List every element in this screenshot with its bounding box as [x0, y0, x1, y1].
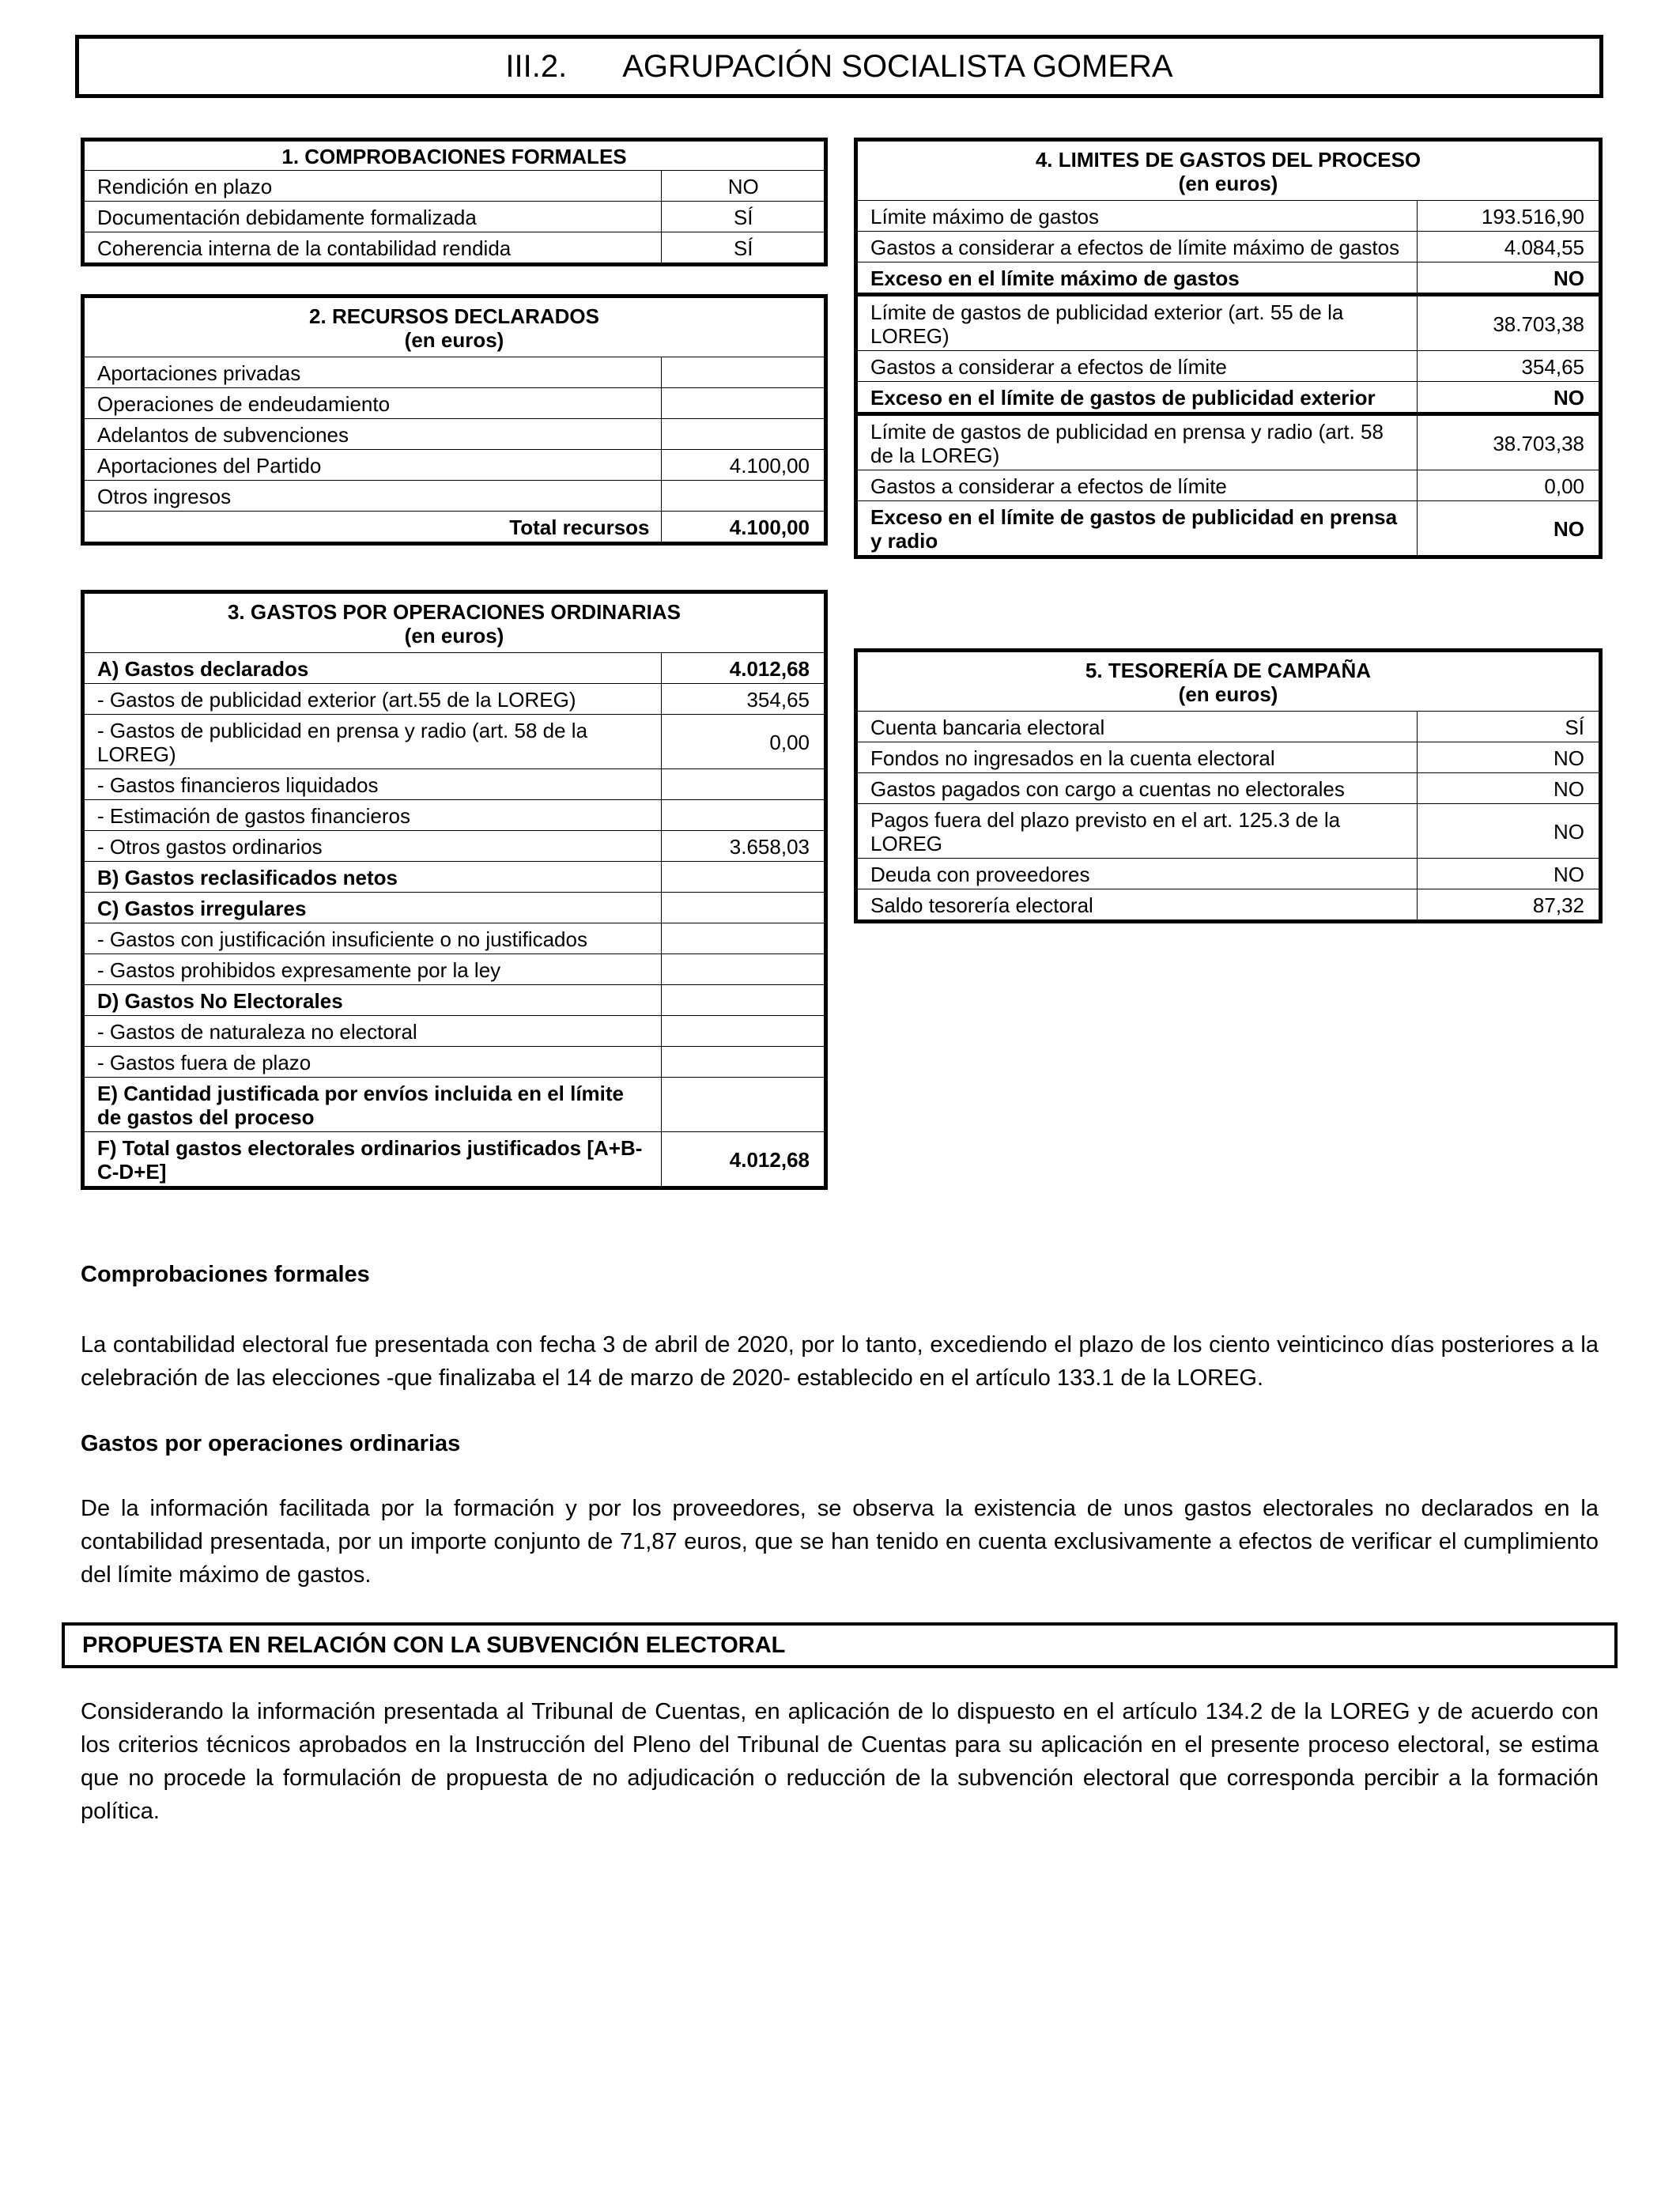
- row-value: NO: [1417, 382, 1599, 414]
- table-row: [85, 419, 824, 450]
- row-label: - Gastos con justificación insuficiente o no justificados: [85, 923, 661, 954]
- paragraph-gastos-ordinarios: De la información facilitada por la formación y por los proveedores, se observa la existencia de unos gastos electorales no declarados en la contabilidad presentada, por un importe conjunto de 71,87 euros, que se han tenido en cuenta exclusivamente a efectos de verificar el cumplimiento del límite máximo de gastos.: [81, 1496, 1599, 1588]
- table-header: [85, 594, 824, 653]
- table-title: 5. TESORERÍA DE CAMPAÑA: [1085, 659, 1372, 682]
- row-value: 38.703,38: [1417, 414, 1599, 470]
- table-row: [858, 201, 1599, 232]
- total-label: Total recursos: [85, 512, 661, 542]
- table-row: [85, 831, 824, 862]
- table-row: [85, 171, 824, 202]
- table-header: [858, 652, 1599, 712]
- row-value: 354,65: [661, 684, 824, 715]
- table-row: [85, 923, 824, 954]
- page-title: [75, 35, 1603, 98]
- row-label: - Gastos fuera de plazo: [85, 1047, 661, 1078]
- row-label: - Gastos prohibidos expresamente por la ley: [85, 954, 661, 985]
- heading-comprobaciones-formales: Comprobaciones formales: [81, 1262, 370, 1287]
- row-value: [661, 1016, 824, 1047]
- total-value: 4.100,00: [661, 512, 824, 542]
- table-row: [85, 653, 824, 684]
- row-value: [661, 893, 824, 923]
- row-value: [661, 357, 824, 388]
- table-title: 4. LIMITES DE GASTOS DEL PROCESO: [1035, 148, 1421, 172]
- table-comprobaciones-formales: [81, 138, 828, 266]
- row-value: 4.012,68: [661, 1132, 824, 1187]
- table-total-row: [85, 512, 824, 542]
- table-row: [858, 382, 1599, 414]
- row-label: Pagos fuera del plazo previsto en el art. 125.3 de la LOREG: [858, 804, 1417, 859]
- table-row: [858, 295, 1599, 351]
- table-gastos-ordinarios: [81, 590, 828, 1190]
- table-row: [85, 1047, 824, 1078]
- row-label: B) Gastos reclasificados netos: [85, 862, 661, 893]
- table-row: [858, 501, 1599, 556]
- row-label: Gastos a considerar a efectos de límite: [858, 470, 1417, 501]
- row-value: SÍ: [661, 202, 824, 232]
- table-row: [85, 232, 824, 263]
- row-label: Gastos a considerar a efectos de límite: [858, 351, 1417, 382]
- table-subtitle: (en euros): [404, 328, 504, 352]
- table-row: [85, 985, 824, 1016]
- proposal-heading: PROPUESTA EN RELACIÓN CON LA SUBVENCIÓN ELECTORAL: [82, 1632, 786, 1658]
- row-label: - Gastos financieros liquidados: [85, 769, 661, 800]
- row-value: 0,00: [661, 715, 824, 769]
- table-row: [85, 1078, 824, 1132]
- row-label: Otros ingresos: [85, 481, 661, 512]
- row-label: Aportaciones del Partido: [85, 450, 661, 481]
- table-row: [85, 954, 824, 985]
- table-row: [85, 715, 824, 769]
- row-value: NO: [1417, 859, 1599, 889]
- row-label: Cuenta bancaria electoral: [858, 712, 1417, 742]
- row-value: [661, 985, 824, 1016]
- row-value: [661, 481, 824, 512]
- row-value: NO: [1417, 501, 1599, 556]
- row-value: NO: [661, 171, 824, 202]
- row-value: NO: [1417, 804, 1599, 859]
- table-row: [858, 232, 1599, 262]
- table-title: 1. COMPROBACIONES FORMALES: [85, 142, 824, 171]
- table-row: [858, 773, 1599, 804]
- row-value: [661, 769, 824, 800]
- row-value: 354,65: [1417, 351, 1599, 382]
- section-title: AGRUPACIÓN SOCIALISTA GOMERA: [622, 48, 1173, 84]
- table-title: 3. GASTOS POR OPERACIONES ORDINARIAS: [227, 600, 681, 624]
- row-label: - Otros gastos ordinarios: [85, 831, 661, 862]
- row-value: [661, 862, 824, 893]
- table-row: [85, 684, 824, 715]
- proposal-heading-box: [62, 1622, 1618, 1668]
- row-value: [661, 923, 824, 954]
- row-label: Documentación debidamente formalizada: [85, 202, 661, 232]
- table-subtitle: (en euros): [1178, 682, 1278, 706]
- table-limites-gastos: [854, 138, 1603, 559]
- row-label: Fondos no ingresados en la cuenta electoral: [858, 742, 1417, 773]
- table-row: [858, 859, 1599, 889]
- table-row: [85, 450, 824, 481]
- table-header: [858, 142, 1599, 201]
- table-row: [85, 357, 824, 388]
- row-label: Límite de gastos de publicidad exterior (art. 55 de la LOREG): [858, 295, 1417, 351]
- heading-gastos-ordinarios: Gastos por operaciones ordinarias: [81, 1431, 461, 1456]
- row-value: [661, 800, 824, 831]
- table-row: [85, 202, 824, 232]
- table-row: [85, 1132, 824, 1187]
- row-value: NO: [1417, 262, 1599, 295]
- table-row: [85, 388, 824, 419]
- table-header: [85, 298, 824, 357]
- row-label: - Gastos de publicidad exterior (art.55 de la LOREG): [85, 684, 661, 715]
- table-row: [858, 351, 1599, 382]
- table-row: [858, 742, 1599, 773]
- row-label: Exceso en el límite máximo de gastos: [858, 262, 1417, 295]
- row-label: Deuda con proveedores: [858, 859, 1417, 889]
- table-title: 2. RECURSOS DECLARADOS: [309, 304, 599, 328]
- row-value: [661, 1047, 824, 1078]
- row-value: 4.100,00: [661, 450, 824, 481]
- row-label: Gastos a considerar a efectos de límite máximo de gastos: [858, 232, 1417, 262]
- row-label: Límite máximo de gastos: [858, 201, 1417, 232]
- table-row: [858, 470, 1599, 501]
- row-value: [661, 1078, 824, 1132]
- table-row: [858, 414, 1599, 470]
- row-label: Límite de gastos de publicidad en prensa y radio (art. 58 de la LOREG): [858, 414, 1417, 470]
- row-value: 87,32: [1417, 889, 1599, 920]
- row-label: Aportaciones privadas: [85, 357, 661, 388]
- row-value: 193.516,90: [1417, 201, 1599, 232]
- row-label: Gastos pagados con cargo a cuentas no electorales: [858, 773, 1417, 804]
- table-tesoreria-campana: [854, 648, 1603, 923]
- row-label: D) Gastos No Electorales: [85, 985, 661, 1016]
- row-value: [661, 419, 824, 450]
- table-row: [85, 800, 824, 831]
- row-label: - Estimación de gastos financieros: [85, 800, 661, 831]
- row-label: A) Gastos declarados: [85, 653, 661, 684]
- row-label: C) Gastos irregulares: [85, 893, 661, 923]
- row-value: [661, 388, 824, 419]
- table-subtitle: (en euros): [1178, 172, 1278, 195]
- row-value: NO: [1417, 742, 1599, 773]
- row-label: Exceso en el límite de gastos de publicidad en prensa y radio: [858, 501, 1417, 556]
- table-row: [85, 893, 824, 923]
- table-row: [85, 769, 824, 800]
- row-value: 4.012,68: [661, 653, 824, 684]
- table-row: [85, 862, 824, 893]
- row-label: Adelantos de subvenciones: [85, 419, 661, 450]
- row-label: Exceso en el límite de gastos de publicidad exterior: [858, 382, 1417, 414]
- row-value: SÍ: [661, 232, 824, 263]
- table-recursos-declarados: [81, 294, 828, 546]
- table-header: [85, 142, 824, 171]
- row-value: 38.703,38: [1417, 295, 1599, 351]
- row-value: NO: [1417, 773, 1599, 804]
- table-row: [85, 1016, 824, 1047]
- row-label: F) Total gastos electorales ordinarios justificados [A+B-C-D+E]: [85, 1132, 661, 1187]
- paragraph-propuesta: Considerando la información presentada al Tribunal de Cuentas, en aplicación de lo dispuesto en el artículo 134.2 de la LOREG y de acuerdo con los criterios técnicos aprobados en la Instrucción del Pleno del Tribunal de Cuentas para su aplicación en el presente proceso electoral, se estima que no procede la formulación de propuesta de no adjudicación o reducción de la subvención electoral que corresponda percibir a la formación política.: [81, 1699, 1599, 1824]
- row-label: Rendición en plazo: [85, 171, 661, 202]
- table-row: [858, 889, 1599, 920]
- row-value: 0,00: [1417, 470, 1599, 501]
- paragraph-comprobaciones-formales: La contabilidad electoral fue presentada con fecha 3 de abril de 2020, por lo tanto, excediendo el plazo de los ciento veinticinco días posteriores a la celebración de las elecciones -que finalizaba el 14 de marzo de 2020- establecido en el artículo 133.1 de la LOREG.: [81, 1332, 1599, 1391]
- table-row: [858, 262, 1599, 295]
- row-label: Coherencia interna de la contabilidad rendida: [85, 232, 661, 263]
- row-value: SÍ: [1417, 712, 1599, 742]
- table-subtitle: (en euros): [404, 624, 504, 648]
- row-label: - Gastos de publicidad en prensa y radio (art. 58 de la LOREG): [85, 715, 661, 769]
- row-value: [661, 954, 824, 985]
- row-value: 3.658,03: [661, 831, 824, 862]
- table-row: [858, 712, 1599, 742]
- row-label: Operaciones de endeudamiento: [85, 388, 661, 419]
- row-label: E) Cantidad justificada por envíos incluida en el límite de gastos del proceso: [85, 1078, 661, 1132]
- row-label: - Gastos de naturaleza no electoral: [85, 1016, 661, 1047]
- table-row: [85, 481, 824, 512]
- row-value: 4.084,55: [1417, 232, 1599, 262]
- table-row: [858, 804, 1599, 859]
- row-label: Saldo tesorería electoral: [858, 889, 1417, 920]
- section-number: III.2.: [505, 48, 568, 84]
